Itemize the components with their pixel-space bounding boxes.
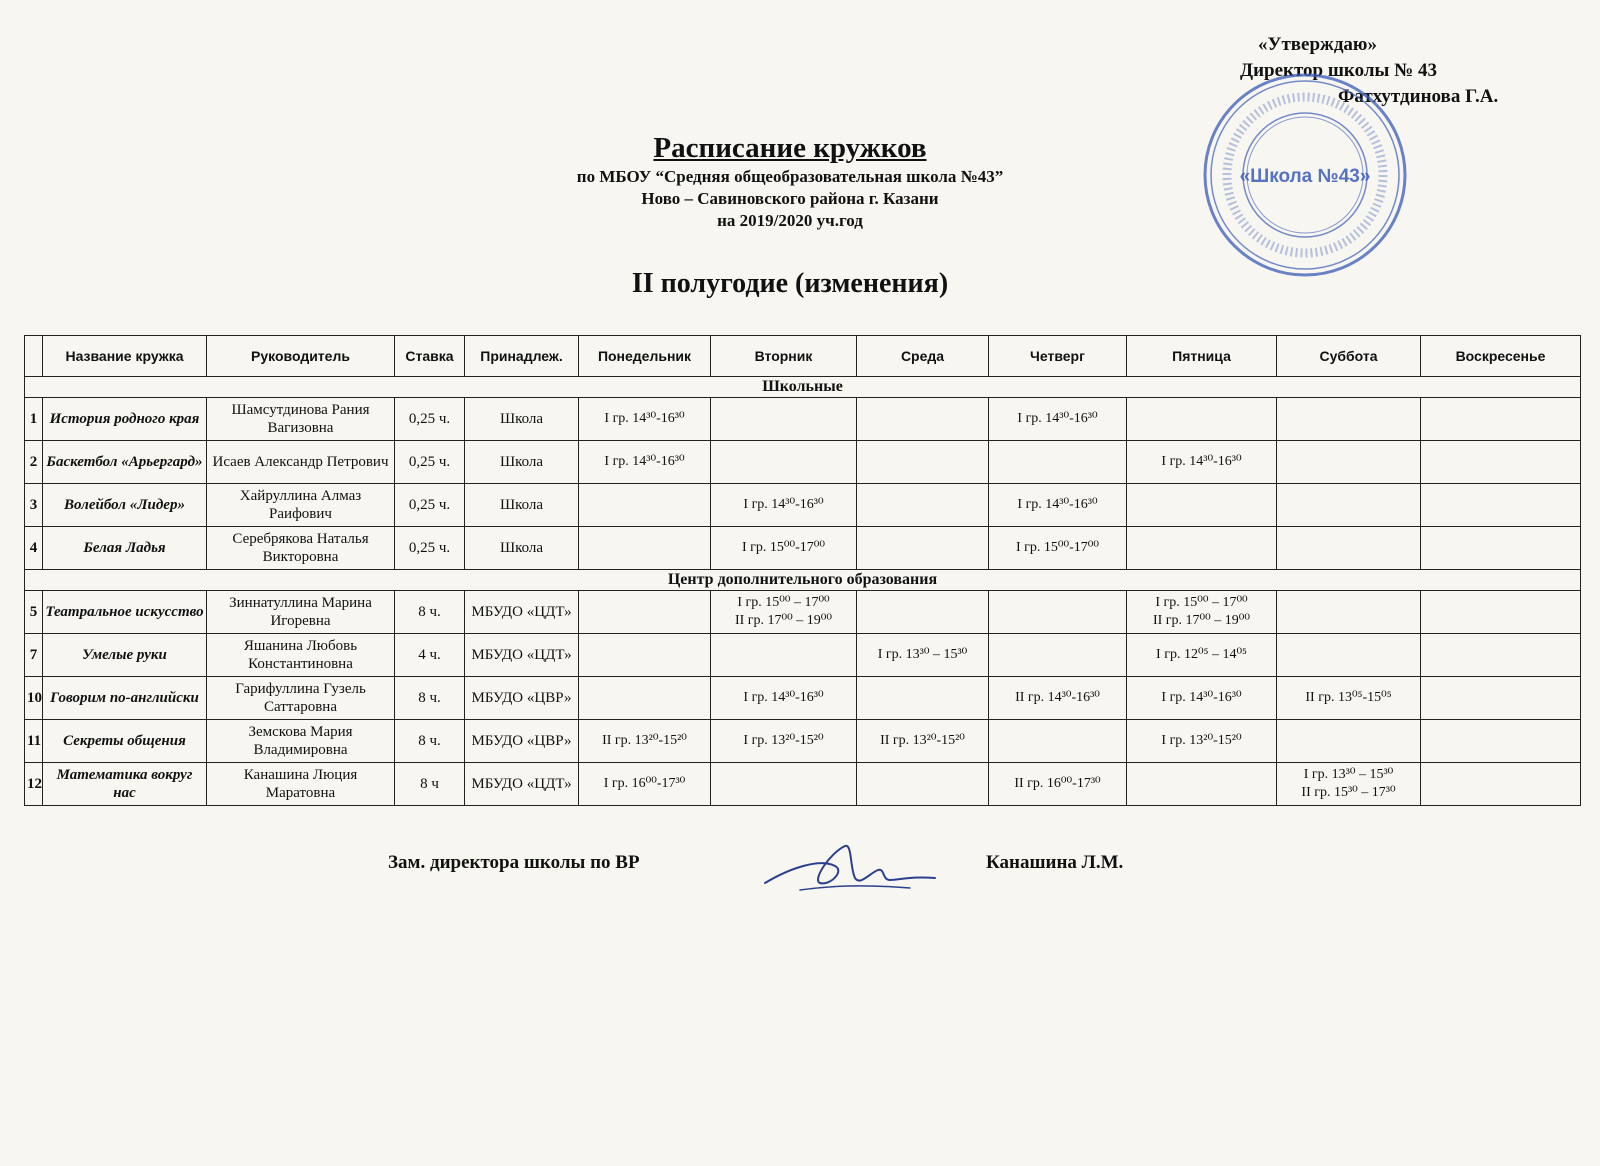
leader-name: Хайруллина Алмаз Раифович: [207, 484, 395, 527]
time-slot: [1277, 677, 1421, 720]
column-header: Среда: [857, 336, 989, 377]
time-slot: [857, 398, 989, 441]
leader-name: Гарифуллина Гузель Саттаровна: [207, 677, 395, 720]
row-number: 2: [25, 441, 43, 484]
section-row: [25, 377, 1581, 398]
time-slot-line: I гр. 14³⁰-16³⁰: [1161, 454, 1242, 469]
time-slot: [1277, 591, 1421, 634]
column-header: Четверг: [989, 336, 1127, 377]
time-slot-line: I гр. 15⁰⁰ – 17⁰⁰: [1155, 595, 1248, 610]
time-slot-line: I гр. 12⁰⁵ – 14⁰⁵: [1156, 647, 1247, 662]
row-number: 10: [25, 677, 43, 720]
leader-name: Шамсутдинова Рания Вагизовна: [207, 398, 395, 441]
column-header: Вторник: [711, 336, 857, 377]
stamp-center-text: «Школа №43»: [1239, 166, 1371, 187]
time-slot: [579, 634, 711, 677]
time-slot-line: I гр. 16⁰⁰-17³⁰: [603, 776, 686, 791]
time-slot: [711, 398, 857, 441]
time-slot: [1421, 763, 1581, 806]
time-slot: [1421, 634, 1581, 677]
rate: 8 ч.: [395, 591, 465, 634]
time-slot-line: I гр. 14³⁰-16³⁰: [743, 690, 824, 705]
time-slot: [579, 398, 711, 441]
time-slot: [1277, 398, 1421, 441]
leader-name: Серебрякова Наталья Викторовна: [207, 527, 395, 570]
time-slot: [857, 527, 989, 570]
title-line-3: Ново – Савиновского района г. Казани: [641, 189, 939, 208]
time-slot-line: I гр. 13³⁰ – 15³⁰: [1303, 767, 1394, 782]
row-number: 1: [25, 398, 43, 441]
approval-line-2: Директор школы № 43: [1240, 60, 1437, 81]
time-slot: [857, 441, 989, 484]
time-slot: [711, 484, 857, 527]
row-number: 11: [25, 720, 43, 763]
club-name: Математика вокруг нас: [43, 763, 207, 806]
time-slot-line: II гр. 13²⁰-15²⁰: [880, 733, 965, 748]
time-slot: [857, 484, 989, 527]
belongs: МБУДО «ЦВР»: [465, 677, 579, 720]
row-number: 7: [25, 634, 43, 677]
time-slot-line: II гр. 16⁰⁰-17³⁰: [1014, 776, 1101, 791]
time-slot: [1277, 484, 1421, 527]
time-slot: [1277, 720, 1421, 763]
table-row: [25, 591, 1581, 634]
time-slot-line: I гр. 14³⁰-16³⁰: [1017, 411, 1098, 426]
rate: 8 ч.: [395, 677, 465, 720]
time-slot: [711, 677, 857, 720]
approval-line-1: «Утверждаю»: [1258, 34, 1377, 55]
club-name: История родного края: [43, 398, 207, 441]
time-slot: [1277, 527, 1421, 570]
time-slot: [989, 398, 1127, 441]
time-slot-line: I гр. 14³⁰-16³⁰: [1017, 497, 1098, 512]
belongs: Школа: [465, 527, 579, 570]
header-row: [25, 336, 1581, 377]
rate: 0,25 ч.: [395, 484, 465, 527]
schedule-table: [24, 335, 1581, 806]
time-slot: [1127, 527, 1277, 570]
footer-position: Зам. директора школы по ВР: [388, 852, 640, 873]
column-header: Понедельник: [579, 336, 711, 377]
table-row: [25, 720, 1581, 763]
title-line-4: на 2019/2020 уч.год: [717, 211, 863, 230]
time-slot-line: I гр. 14³⁰-16³⁰: [604, 411, 685, 426]
time-slot-line: I гр. 15⁰⁰-17⁰⁰: [741, 540, 825, 555]
club-name: Секреты общения: [43, 720, 207, 763]
title-block: [440, 130, 1140, 232]
table-row: [25, 677, 1581, 720]
time-slot: [579, 441, 711, 484]
column-header: Суббота: [1277, 336, 1421, 377]
approval-line-3: Фатхутдинова Г.А.: [1338, 86, 1499, 107]
section-title: Школьные: [25, 377, 1581, 398]
table-row: [25, 527, 1581, 570]
table-row: [25, 441, 1581, 484]
club-name: Белая Ладья: [43, 527, 207, 570]
leader-name: Канашина Люция Маратовна: [207, 763, 395, 806]
table-row: [25, 634, 1581, 677]
time-slot-line: I гр. 13²⁰-15²⁰: [743, 733, 824, 748]
column-header: Руководитель: [207, 336, 395, 377]
time-slot: [1421, 527, 1581, 570]
rate: 0,25 ч.: [395, 441, 465, 484]
time-slot: [989, 441, 1127, 484]
time-slot: [989, 720, 1127, 763]
row-number: 5: [25, 591, 43, 634]
belongs: МБУДО «ЦДТ»: [465, 591, 579, 634]
time-slot: [1127, 441, 1277, 484]
leader-name: Исаев Александр Петрович: [207, 441, 395, 484]
time-slot: [989, 591, 1127, 634]
rate: 0,25 ч.: [395, 527, 465, 570]
time-slot-line: I гр. 13²⁰-15²⁰: [1161, 733, 1242, 748]
time-slot: [1127, 398, 1277, 441]
page-title: Расписание кружков: [653, 132, 927, 164]
row-number: 12: [25, 763, 43, 806]
table-row: [25, 398, 1581, 441]
time-slot: [579, 591, 711, 634]
belongs: Школа: [465, 398, 579, 441]
time-slot: [857, 677, 989, 720]
time-slot-line: II гр. 13²⁰-15²⁰: [602, 733, 687, 748]
time-slot: [1421, 677, 1581, 720]
time-slot-line: I гр. 14³⁰-16³⁰: [604, 454, 685, 469]
row-number: 3: [25, 484, 43, 527]
club-name: Говорим по-английски: [43, 677, 207, 720]
time-slot: [857, 591, 989, 634]
rate: 4 ч.: [395, 634, 465, 677]
time-slot-line: I гр. 13³⁰ – 15³⁰: [877, 647, 968, 662]
time-slot: [1421, 484, 1581, 527]
rate: 0,25 ч.: [395, 398, 465, 441]
time-slot: [1277, 634, 1421, 677]
column-header: Название кружка: [43, 336, 207, 377]
time-slot: [1421, 591, 1581, 634]
time-slot: [989, 484, 1127, 527]
belongs: МБУДО «ЦДТ»: [465, 763, 579, 806]
belongs: МБУДО «ЦДТ»: [465, 634, 579, 677]
section-row: [25, 570, 1581, 591]
title-line-2: по МБОУ “Средняя общеобразовательная школа №43”: [576, 167, 1004, 186]
time-slot: [579, 763, 711, 806]
time-slot: [711, 634, 857, 677]
belongs: МБУДО «ЦВР»: [465, 720, 579, 763]
leader-name: Яшанина Любовь Константиновна: [207, 634, 395, 677]
row-number: 4: [25, 527, 43, 570]
time-slot: [1421, 398, 1581, 441]
time-slot: [579, 527, 711, 570]
time-slot-line: II гр. 17⁰⁰ – 19⁰⁰: [1152, 613, 1250, 628]
rate: 8 ч: [395, 763, 465, 806]
belongs: Школа: [465, 441, 579, 484]
column-header: Воскресенье: [1421, 336, 1581, 377]
club-name: Театральное искусство: [43, 591, 207, 634]
club-name: Умелые руки: [43, 634, 207, 677]
time-slot: [1127, 634, 1277, 677]
time-slot-line: II гр. 17⁰⁰ – 19⁰⁰: [734, 613, 832, 628]
table-row: [25, 763, 1581, 806]
time-slot: [1277, 763, 1421, 806]
time-slot: [989, 763, 1127, 806]
table-row: [25, 484, 1581, 527]
time-slot-line: I гр. 14³⁰-16³⁰: [1161, 690, 1242, 705]
time-slot: [579, 484, 711, 527]
time-slot: [1127, 720, 1277, 763]
signature: [760, 838, 940, 908]
time-slot: [1421, 720, 1581, 763]
time-slot: [1127, 591, 1277, 634]
column-header: [25, 336, 43, 377]
time-slot: [1127, 484, 1277, 527]
time-slot: [711, 591, 857, 634]
time-slot-line: I гр. 15⁰⁰ – 17⁰⁰: [737, 595, 830, 610]
time-slot: [579, 677, 711, 720]
time-slot: [857, 763, 989, 806]
time-slot: [1277, 441, 1421, 484]
time-slot: [989, 677, 1127, 720]
time-slot-line: II гр. 14³⁰-16³⁰: [1015, 690, 1100, 705]
schedule-body: [25, 377, 1581, 806]
column-header: Ставка: [395, 336, 465, 377]
time-slot: [1421, 441, 1581, 484]
subtitle: II полугодие (изменения): [631, 268, 949, 299]
time-slot-line: II гр. 15³⁰ – 17³⁰: [1301, 785, 1396, 800]
time-slot-line: I гр. 14³⁰-16³⁰: [743, 497, 824, 512]
time-slot: [857, 634, 989, 677]
footer-name: Канашина Л.М.: [986, 852, 1124, 873]
section-title: Центр дополнительного образования: [25, 570, 1581, 591]
school-stamp: [1190, 60, 1420, 290]
leader-name: Земскова Мария Владимировна: [207, 720, 395, 763]
time-slot: [857, 720, 989, 763]
time-slot: [989, 527, 1127, 570]
time-slot: [1127, 763, 1277, 806]
time-slot: [711, 441, 857, 484]
time-slot: [989, 634, 1127, 677]
column-header: Принадлеж.: [465, 336, 579, 377]
time-slot: [1127, 677, 1277, 720]
club-name: Волейбол «Лидер»: [43, 484, 207, 527]
time-slot-line: II гр. 13⁰⁵-15⁰⁵: [1305, 690, 1392, 705]
column-header: Пятница: [1127, 336, 1277, 377]
time-slot: [711, 527, 857, 570]
time-slot: [711, 720, 857, 763]
time-slot: [579, 720, 711, 763]
time-slot-line: I гр. 15⁰⁰-17⁰⁰: [1015, 540, 1099, 555]
belongs: Школа: [465, 484, 579, 527]
leader-name: Зиннатуллина Марина Игоревна: [207, 591, 395, 634]
club-name: Баскетбол «Арьергард»: [43, 441, 207, 484]
rate: 8 ч.: [395, 720, 465, 763]
time-slot: [711, 763, 857, 806]
